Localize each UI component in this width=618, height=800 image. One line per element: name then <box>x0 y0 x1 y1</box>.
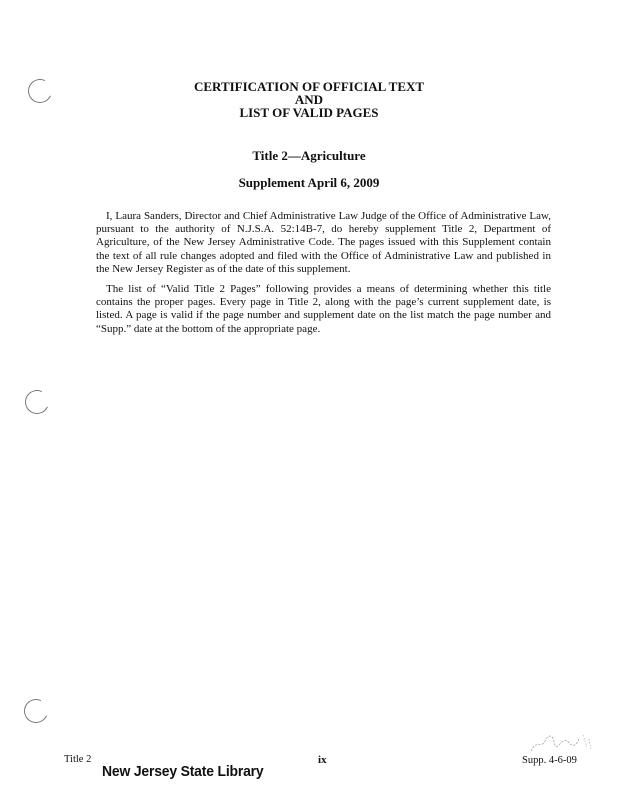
library-stamp: New Jersey State Library <box>102 763 264 780</box>
footer-page-number: ix <box>318 754 327 766</box>
footer-supplement: Supp. 4-6-09 <box>522 755 577 766</box>
punch-hole-icon <box>21 696 52 727</box>
heading-line-1: CERTIFICATION OF OFFICIAL TEXT <box>193 79 425 94</box>
footer-title: Title 2 <box>64 754 92 765</box>
title-subtitle: Title 2—Agriculture <box>252 148 366 163</box>
heading-line-3: LIST OF VALID PAGES <box>239 105 379 120</box>
supplement-date: Supplement April 6, 2009 <box>238 175 380 190</box>
heading-line-2: AND <box>294 92 324 107</box>
handwritten-signature-icon <box>527 725 597 759</box>
valid-pages-paragraph: The list of “Valid Title 2 Pages” following provides a means of determining whether this title contains the proper pages. Every page in Title 2, along with the page’s current supplement date, is listed. A page is valid if the page number and supplement date on the list match the page number and “Supp.” date at the bottom of the appropriate page. <box>96 283 551 335</box>
punch-hole-icon <box>22 387 53 418</box>
certification-paragraph: I, Laura Sanders, Director and Chief Administrative Law Judge of the Office of Administrative Law, pursuant to the authority of N.J.S.A. 52:14B-7, do hereby supplement Title 2, Department of Agriculture, of the New Jersey Administrative Code. The pages issued with this Supplement contain the text of all rule changes adopted and filed with the Office of Administrative Law and published in the New Jersey Register as of the date of this supplement. <box>96 210 551 275</box>
